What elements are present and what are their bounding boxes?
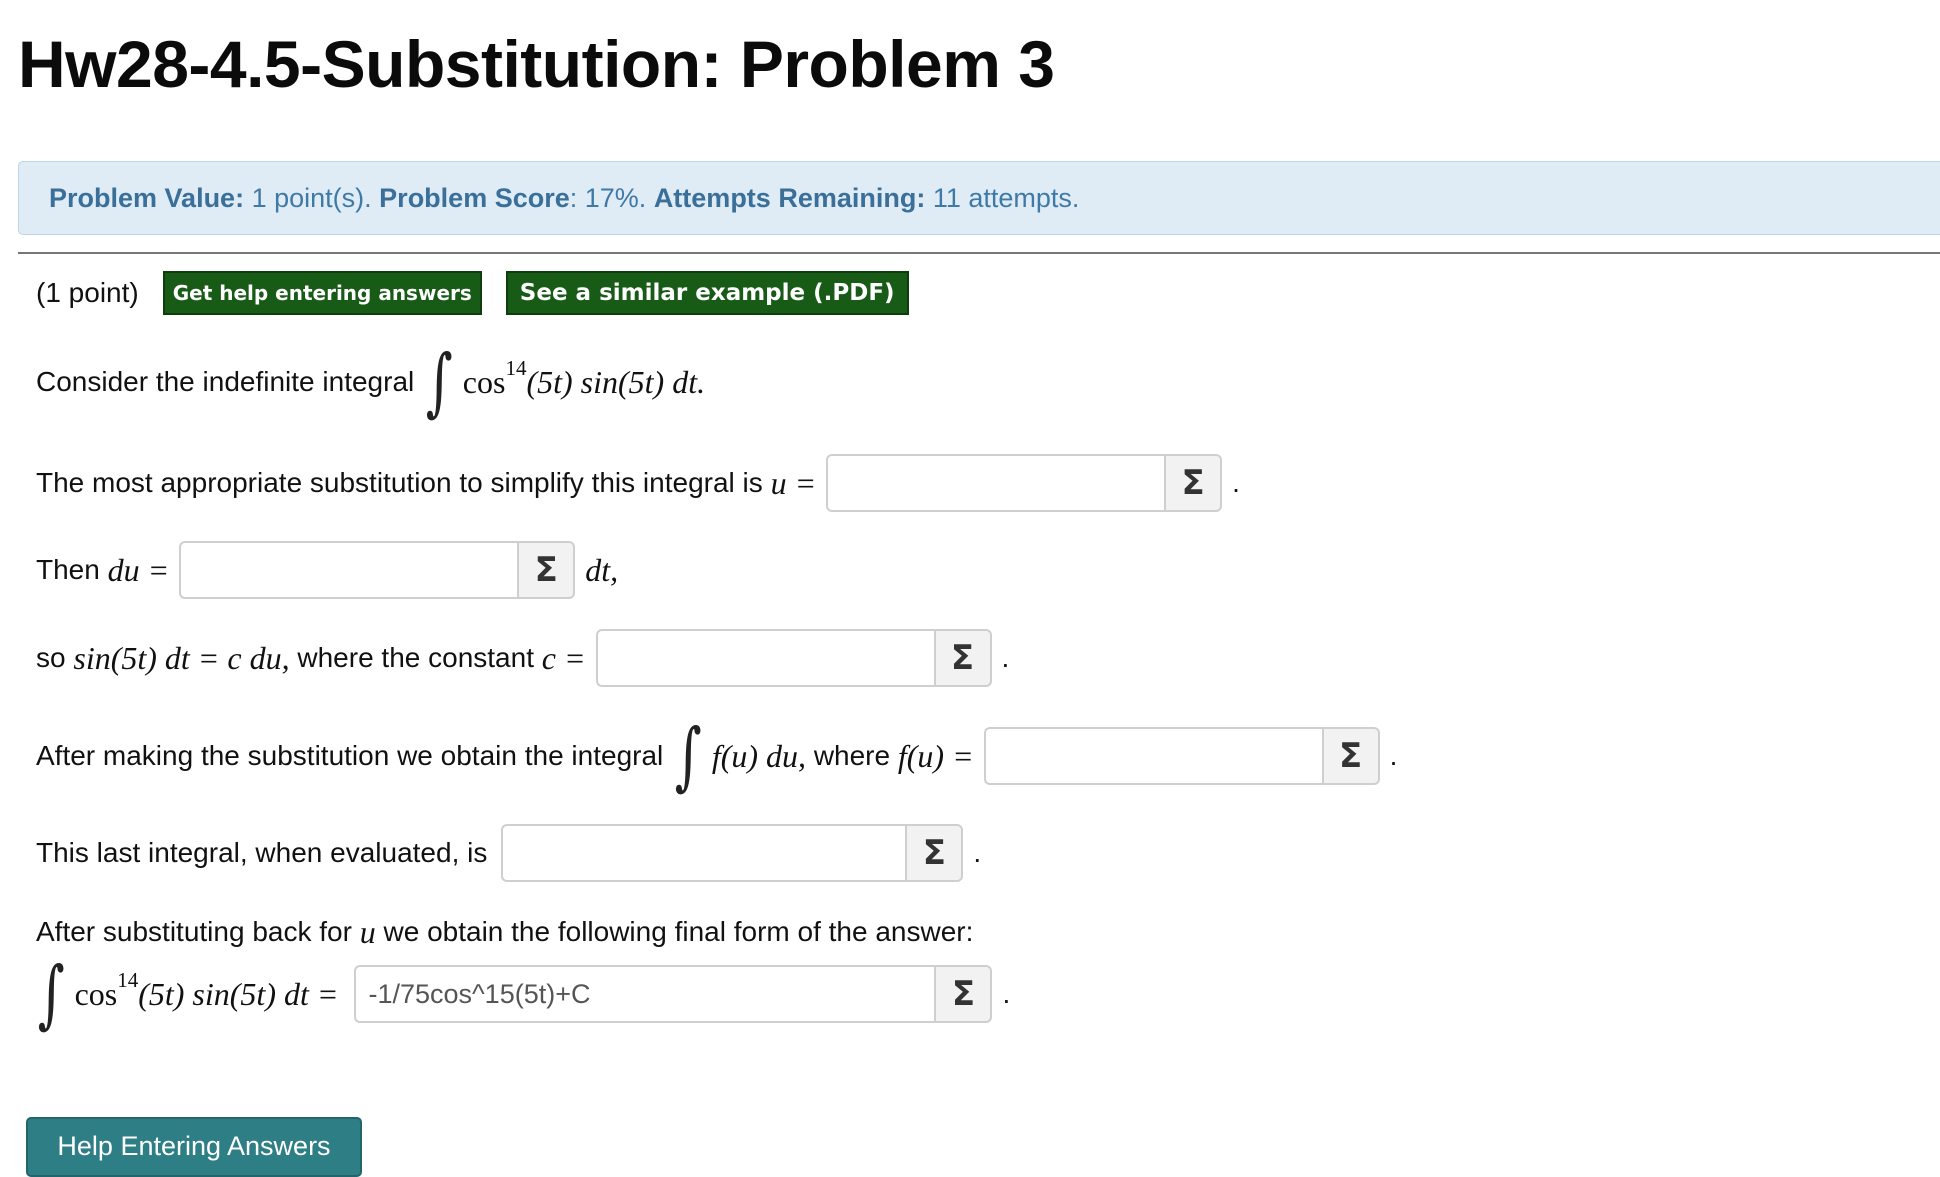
where-text: where <box>813 740 891 771</box>
fu-input[interactable] <box>984 727 1322 785</box>
sin-equation: sin(5t) dt = c du, <box>73 639 290 676</box>
final-form-label: we obtain the following final form of the answer: <box>383 916 974 947</box>
points-label: (1 point) <box>36 277 139 308</box>
period: . <box>1002 978 1011 1009</box>
fu-row <box>36 714 1397 798</box>
problem-info-box <box>18 161 1940 235</box>
evaluated-row <box>36 822 981 884</box>
constant-text: where the constant <box>297 642 534 673</box>
period: . <box>1232 467 1240 498</box>
final-cos: cos <box>74 975 118 1012</box>
attempts-remaining: 11 attempts. <box>932 182 1080 213</box>
then-text: Then <box>36 554 100 585</box>
get-help-button[interactable]: Get help entering answers <box>163 271 482 315</box>
sigma-icon[interactable]: Σ <box>1164 454 1222 512</box>
integrand-power: 14 <box>505 355 527 380</box>
sigma-icon[interactable]: Σ <box>517 541 575 599</box>
final-form-text <box>36 912 973 952</box>
substitution-result-text: After making the substitution we obtain the integral <box>36 740 664 771</box>
evaluated-input[interactable] <box>501 824 905 882</box>
du-row <box>36 539 618 601</box>
fu-equals: f(u) = <box>897 737 974 774</box>
sigma-icon[interactable]: Σ <box>1322 727 1380 785</box>
final-input[interactable] <box>354 965 934 1023</box>
final-answer-field <box>354 965 992 1023</box>
du-answer-field <box>179 541 575 599</box>
integral-icon: ∫ <box>675 713 703 799</box>
back-sub-text: After substituting back for <box>36 916 352 947</box>
c-input[interactable] <box>596 629 934 687</box>
constant-row <box>36 627 1009 689</box>
integral-statement <box>36 340 705 424</box>
help-entering-answers-button[interactable]: Help Entering Answers <box>26 1117 362 1177</box>
period: . <box>1389 740 1398 771</box>
dt-text: dt, <box>585 551 619 588</box>
so-text: so <box>36 642 66 673</box>
divider <box>18 252 1940 254</box>
sigma-icon[interactable]: Σ <box>905 824 963 882</box>
attempts-remaining-label: Attempts Remaining: <box>653 182 926 213</box>
u-input[interactable] <box>826 454 1164 512</box>
problem-value-label: Problem Value: <box>49 182 245 213</box>
u-answer-field <box>826 454 1222 512</box>
substitution-text: The most appropriate substitution to simplify this integral is <box>36 467 763 498</box>
problem-score-label: Problem Score <box>379 182 570 213</box>
period: . <box>973 837 982 868</box>
du-input[interactable] <box>179 541 517 599</box>
fu-du: f(u) du, <box>711 737 807 774</box>
similar-example-button[interactable]: See a similar example (.PDF) <box>506 271 909 315</box>
problem-value: 1 point(s). <box>251 182 372 213</box>
integrand-cos: cos <box>462 363 506 400</box>
c-equals: c = <box>541 639 586 676</box>
problem-header-row <box>36 270 909 316</box>
evaluated-text: This last integral, when evaluated, is <box>36 837 488 868</box>
fu-answer-field <box>984 727 1380 785</box>
problem-score: : 17%. <box>569 182 647 213</box>
integral-icon: ∫ <box>37 951 65 1037</box>
substitution-row <box>36 452 1240 514</box>
c-answer-field <box>596 629 992 687</box>
sigma-icon[interactable]: Σ <box>934 629 992 687</box>
sigma-icon[interactable]: Σ <box>934 965 992 1023</box>
final-rest: (5t) sin(5t) dt = <box>138 975 339 1012</box>
integrand-rest: (5t) sin(5t) dt. <box>526 363 706 400</box>
u-equals: u = <box>770 464 817 501</box>
evaluated-answer-field <box>501 824 963 882</box>
u-symbol: u <box>359 913 376 950</box>
statement-text: Consider the indefinite integral <box>36 366 415 397</box>
du-equals: du = <box>107 551 170 588</box>
final-answer-row <box>32 952 1010 1036</box>
page-title: Hw28-4.5-Substitution: Problem 3 <box>18 27 1055 101</box>
final-power: 14 <box>117 967 139 992</box>
integral-icon: ∫ <box>426 339 454 425</box>
period: . <box>1001 642 1010 673</box>
